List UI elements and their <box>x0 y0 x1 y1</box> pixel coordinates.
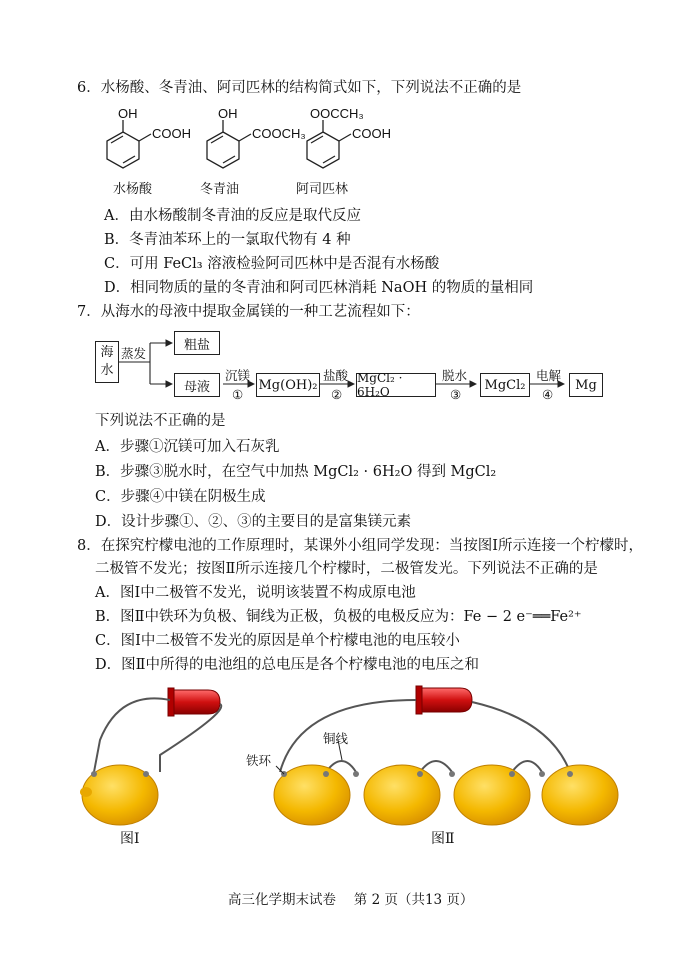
flow-step1-num: ① <box>232 387 244 402</box>
wintergreen-oil-structure <box>207 120 251 168</box>
lemon-battery-figures <box>80 680 620 830</box>
fig2-caption: 图Ⅱ <box>431 831 455 847</box>
q7-option-a: A．步骤①沉镁可加入石灰乳 <box>95 439 280 455</box>
flow-mgcl2-box: MgCl₂ <box>480 373 530 397</box>
q7-prompt: 下列说法不正确的是 <box>95 413 226 429</box>
q7-option-d: D．设计步骤①、②、③的主要目的是富集镁元素 <box>95 514 412 530</box>
flow-mgoh2-box: Mg(OH)₂ <box>256 373 320 397</box>
q6-stem: 6．水杨酸、冬青油、阿司匹林的结构简式如下，下列说法不正确的是 <box>77 80 522 96</box>
q6-option-a: A．由水杨酸制冬青油的反应是取代反应 <box>104 208 361 224</box>
q6-struct2-side: COOCH₃ <box>252 126 306 141</box>
q8-stem-line1: 8．在探究柠檬电池的工作原理时，某课外小组同学发现：当按图Ⅰ所示连接一个柠檬时， <box>77 538 643 554</box>
flow-step3-num: ③ <box>450 387 462 402</box>
flow-evaporate-label: 蒸发 <box>121 346 147 361</box>
salicylic-acid-structure <box>107 120 151 168</box>
q8-option-c: C．图Ⅰ中二极管不发光的原因是单个柠檬电池的电压较小 <box>95 633 460 649</box>
q8-option-b: B．图Ⅱ中铁环为负极、铜线为正极，负极的电极反应为：Fe − 2 e⁻══Fe²⁺ <box>95 609 582 625</box>
q7-option-b: B．步骤③脱水时，在空气中加热 MgCl₂ · 6H₂O 得到 MgCl₂ <box>95 464 497 480</box>
flow-mother-liquor-box: 母液 <box>174 373 220 397</box>
flow-seawater-char2: 水 <box>100 363 114 378</box>
fig2-copper-label: 铜线 <box>323 731 349 746</box>
flow-step2-label: 盐酸 <box>323 368 349 383</box>
fig1-caption: 图Ⅰ <box>120 831 140 847</box>
q6-option-d: D．相同物质的量的冬青油和阿司匹林消耗 NaOH 的物质的量相同 <box>104 280 534 296</box>
flow-crude-salt-box: 粗盐 <box>174 331 220 355</box>
page-footer: 高三化学期末试卷 第 2 页（共13 页） <box>228 892 474 908</box>
q6-option-c: C．可用 FeCl₃ 溶液检验阿司匹林中是否混有水杨酸 <box>104 256 440 272</box>
flow-step2-num: ② <box>331 387 343 402</box>
q8-option-d: D．图Ⅱ中所得的电池组的总电压是各个柠檬电池的电压之和 <box>95 657 479 673</box>
flow-step3-label: 脱水 <box>442 368 468 383</box>
q6-struct3-name: 阿司匹林 <box>296 181 349 196</box>
q6-option-b: B．冬青油苯环上的一氯取代物有 4 种 <box>104 232 351 248</box>
flow-mgcl2-hydrate-box: MgCl₂ · 6H₂O <box>356 373 436 397</box>
q8-option-a: A．图Ⅰ中二极管不发光，说明该装置不构成原电池 <box>95 585 416 601</box>
flow-seawater-char1: 海 <box>100 345 114 360</box>
flow-step1-label: 沉镁 <box>225 368 251 383</box>
flow-seawater-box <box>95 341 119 383</box>
flow-step4-num: ④ <box>542 387 554 402</box>
aspirin-structure <box>307 120 351 168</box>
q6-struct2-top: OH <box>218 106 238 121</box>
q7-flow-arrows <box>90 326 610 406</box>
q7-option-c: C．步骤④中镁在阴极生成 <box>95 489 266 505</box>
q6-struct3-top: OOCCH₃ <box>310 106 364 121</box>
fig1-diode <box>168 688 220 716</box>
q6-struct1-side: COOH <box>152 126 191 141</box>
q6-struct1-top: OH <box>118 106 138 121</box>
flow-mg-box: Mg <box>569 373 603 397</box>
fig1-lemon <box>80 765 158 825</box>
fig2-lemons <box>274 765 618 825</box>
fig2-iron-label: 铁环 <box>246 753 272 768</box>
q6-struct3-side: COOH <box>352 126 391 141</box>
q6-struct1-name: 水杨酸 <box>113 181 153 196</box>
q7-stem: 7．从海水的母液中提取金属镁的一种工艺流程如下： <box>77 304 420 320</box>
flow-step4-label: 电解 <box>536 368 562 383</box>
q8-stem-line2: 二极管不发光；按图Ⅱ所示连接几个柠檬时，二极管发光。下列说法不正确的是 <box>95 561 598 577</box>
q6-struct2-name: 冬青油 <box>200 181 240 196</box>
fig2-diode <box>416 686 472 714</box>
